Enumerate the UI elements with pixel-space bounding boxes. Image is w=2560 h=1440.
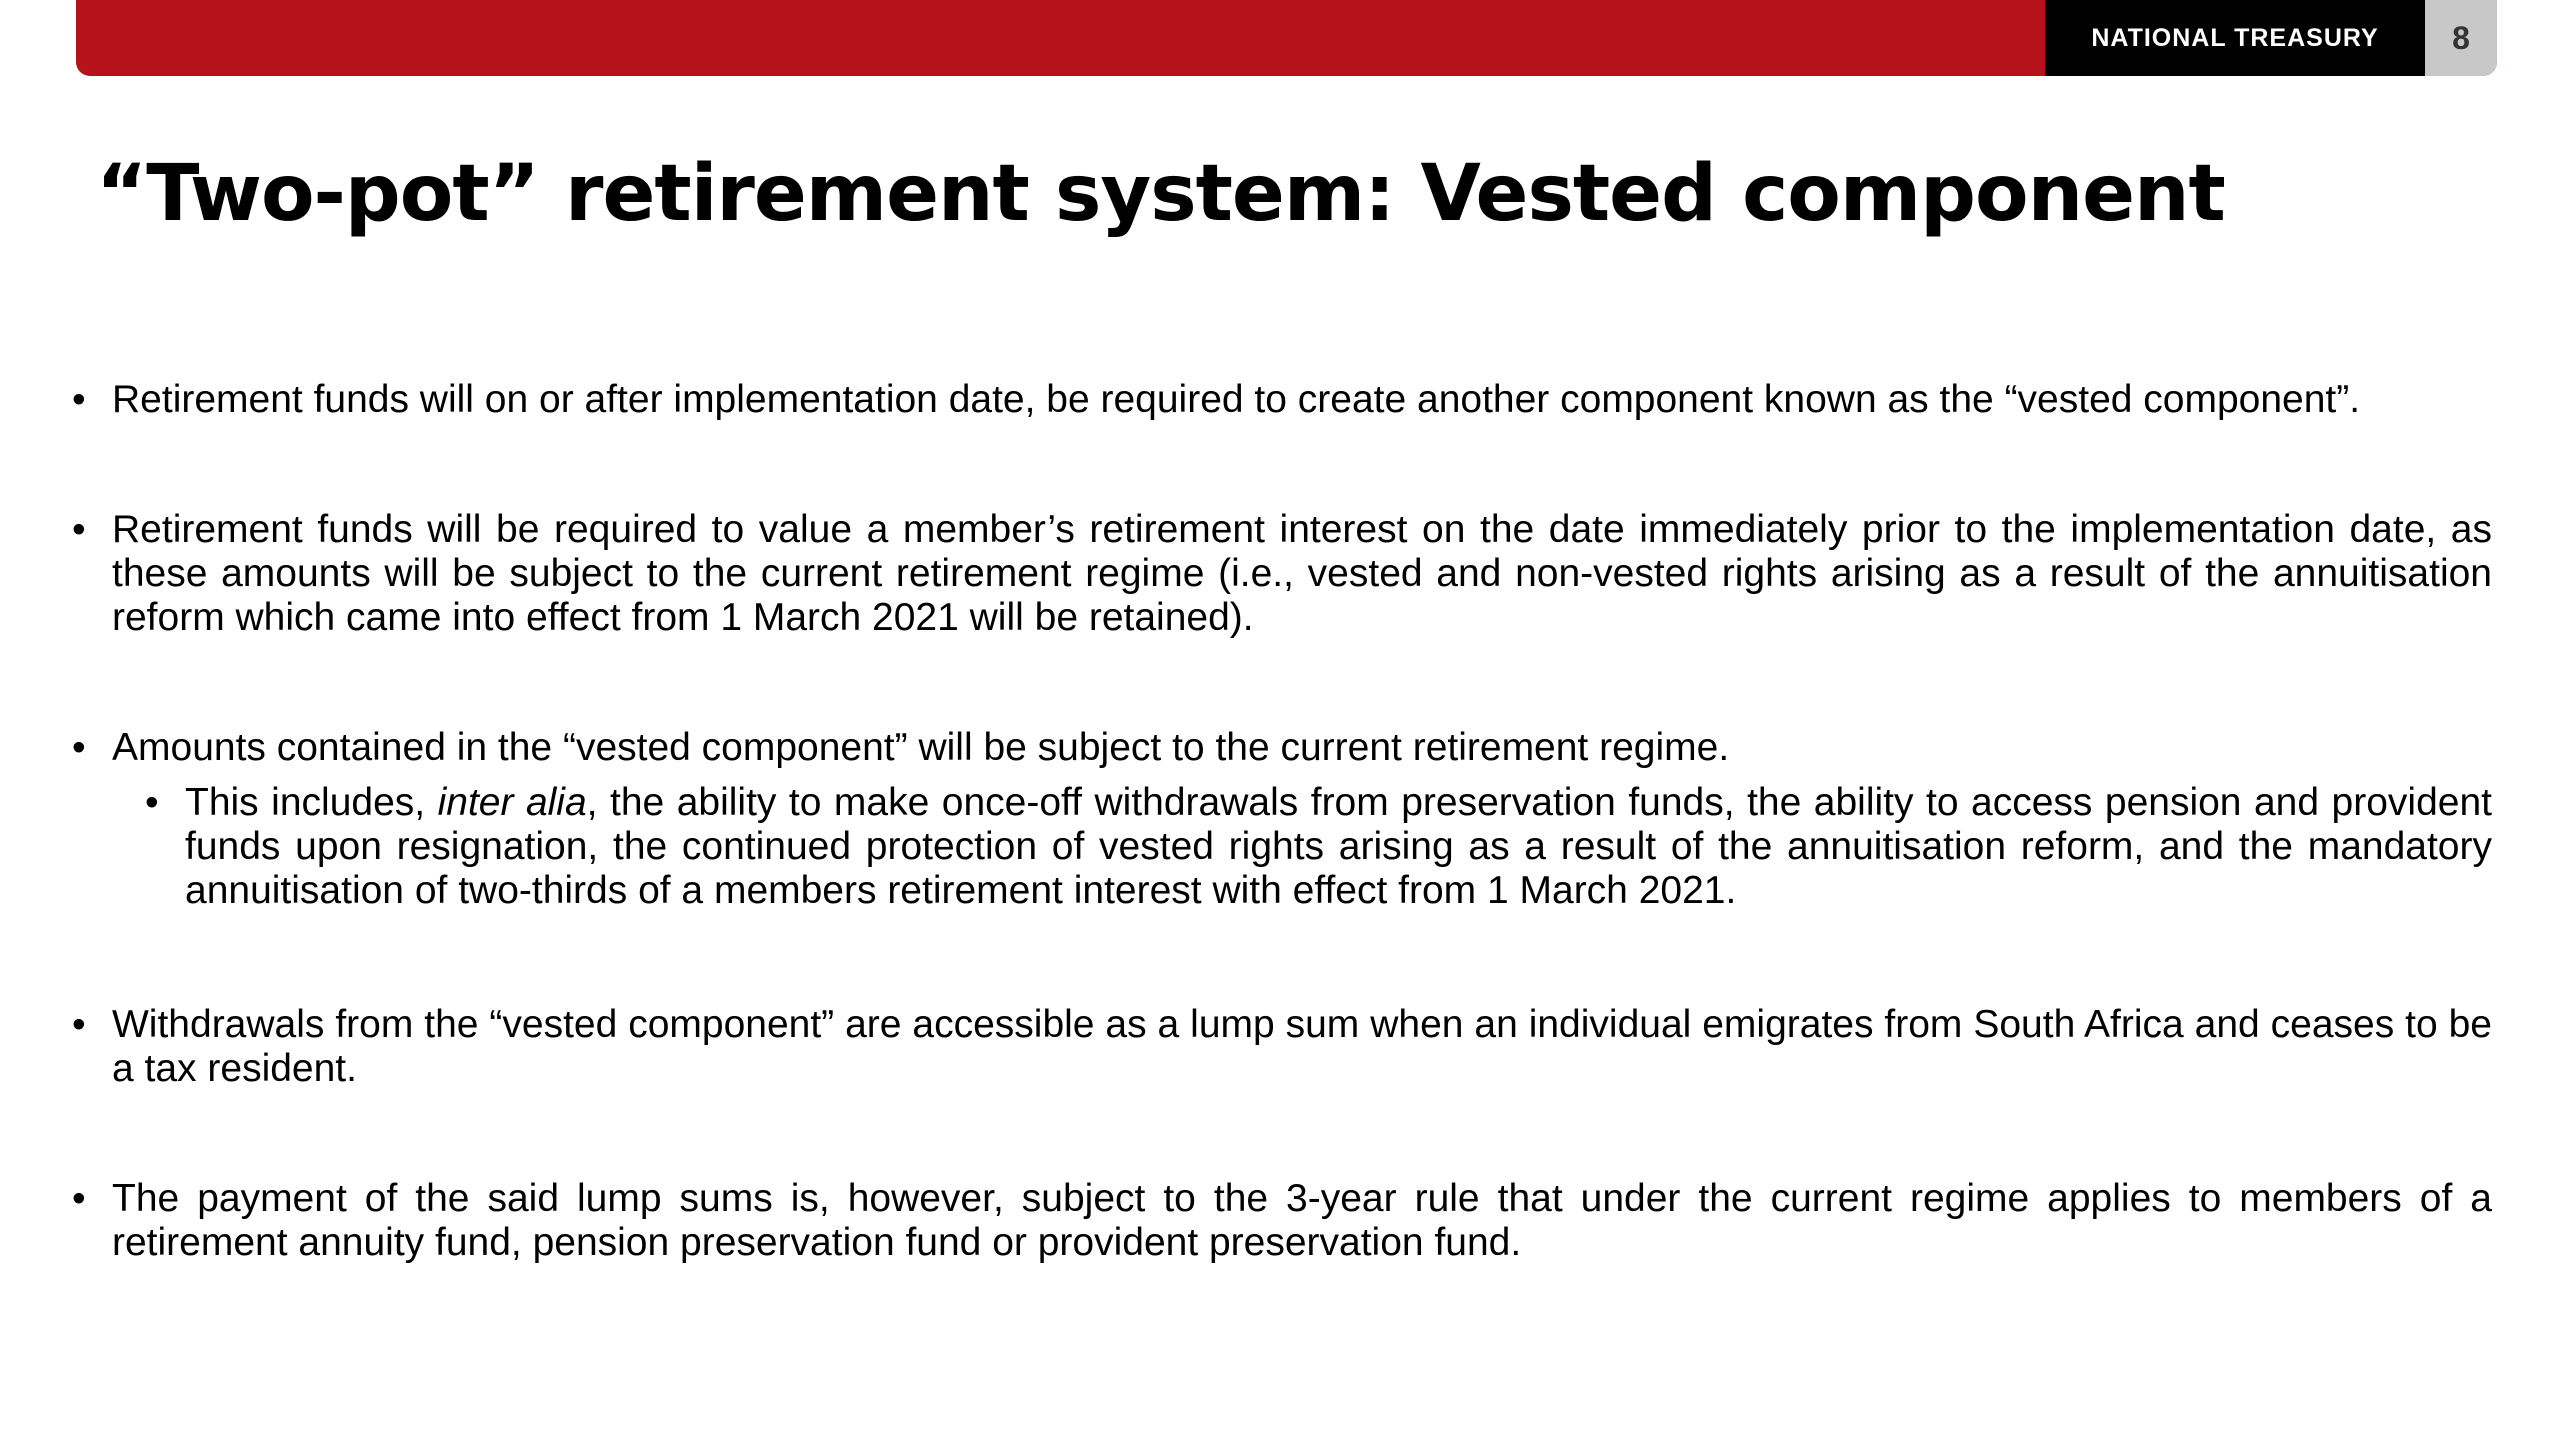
- bullet-list: [72, 378, 2492, 1265]
- bullet-item: [72, 726, 2492, 913]
- bullet-item: [72, 378, 2492, 422]
- bullet-text: The payment of the said lump sums is, however, subject to the 3-year rule that under the current regime applies to members of a retirement annuity fund, pension preservation fund or provident preservation fund.: [112, 1177, 2492, 1264]
- bullet-item: [72, 1003, 2492, 1091]
- org-name-label: NATIONAL TREASURY: [2045, 0, 2425, 76]
- bullet-dot-icon: •: [72, 1177, 86, 1220]
- bullet-item: [72, 1177, 2492, 1265]
- sub-bullet-item: [112, 781, 2492, 913]
- bullet-text: Withdrawals from the “vested component” are accessible as a lump sum when an individual emigrates from South Africa and ceases to be a tax resident.: [112, 1003, 2492, 1090]
- bullet-dot-icon: •: [72, 508, 86, 551]
- sub-bullet-dot-icon: •: [145, 781, 159, 824]
- sub-bullet-italic: inter alia: [437, 781, 587, 824]
- page-number: 8: [2425, 0, 2497, 76]
- bullet-item: [72, 508, 2492, 640]
- slide-title: “Two-pot” retirement system: Vested component: [96, 149, 2225, 239]
- sub-bullet-suffix: , the ability to make once-off withdrawals from preservation funds, the ability to access pension and provident funds upon resignation, the continued protection of vested rights arising as a result of the annuitisation reform, and the mandatory annuitisation of two-thirds of a members retirement interest with effect from 1 March 2021.: [185, 781, 2492, 912]
- sub-bullet-prefix: This includes,: [185, 781, 438, 824]
- bullet-dot-icon: •: [72, 726, 86, 769]
- bullet-dot-icon: •: [72, 1003, 86, 1046]
- bullet-dot-icon: •: [72, 378, 86, 421]
- header-bar: [76, 0, 2497, 76]
- bullet-text: Amounts contained in the “vested component” will be subject to the current retirement regime.: [112, 726, 1730, 769]
- bullet-text: Retirement funds will be required to value a member’s retirement interest on the date immediately prior to the implementation date, as these amounts will be subject to the current retirement regime (i.e., vested and non-vested rights arising as a result of the annuitisation reform which came into effect from 1 March 2021 will be retained).: [112, 508, 2492, 639]
- bullet-text: Retirement funds will on or after implementation date, be required to create another component known as the “vested component”.: [112, 378, 2361, 421]
